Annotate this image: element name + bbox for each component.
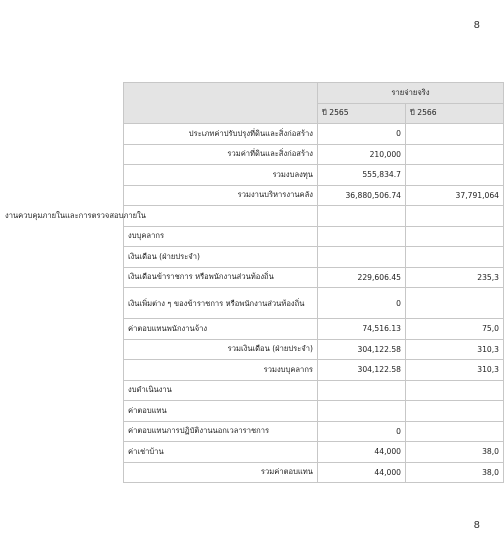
value-2565: 304,122.58 [318, 339, 406, 360]
value-2566 [406, 288, 504, 319]
value-2565: 44,000 [318, 462, 406, 483]
value-2566 [406, 206, 504, 227]
row-label: รวมงานบริหารงานคลัง [124, 185, 318, 206]
value-2565 [318, 226, 406, 247]
value-2566: 38,0 [406, 442, 504, 463]
table-row [124, 442, 504, 463]
value-2565: 0 [318, 288, 406, 319]
row-label: รวมงบบุคลากร [124, 360, 318, 381]
value-2565: 555,834.7 [318, 165, 406, 186]
table-row [124, 247, 504, 268]
row-label: ค่าตอบแทนการปฏิบัติงานนอกเวลาราชการ [124, 421, 318, 442]
budget-table [5, 82, 504, 483]
value-2566 [406, 247, 504, 268]
row-label: งบดำเนินงาน [124, 380, 318, 401]
value-2566 [406, 421, 504, 442]
value-2565: 304,122.58 [318, 360, 406, 381]
table-row [124, 124, 504, 145]
value-2566: 38,0 [406, 462, 504, 483]
row-label: รวมค่าที่ดินและสิ่งก่อสร้าง [124, 144, 318, 165]
row-label: ประเภทค่าปรับปรุงที่ดินและสิ่งก่อสร้าง [124, 124, 318, 145]
value-2565 [318, 247, 406, 268]
table-row [124, 267, 504, 288]
table-row [124, 401, 504, 422]
row-label: ค่าตอบแทนพนักงานจ้าง [124, 319, 318, 340]
value-2565: 229,606.45 [318, 267, 406, 288]
value-2566 [406, 165, 504, 186]
value-2565: 74,516.13 [318, 319, 406, 340]
table-row [124, 206, 504, 227]
row-label: รวมงบลงทุน [124, 165, 318, 186]
header-year-2565: ปี 2565 [318, 103, 406, 124]
value-2566: 310,3 [406, 360, 504, 381]
row-label: ค่าเช่าบ้าน [124, 442, 318, 463]
value-2566 [406, 144, 504, 165]
row-label: เงินเดือนข้าราชการ หรือพนักงานส่วนท้องถิ่น [124, 267, 318, 288]
value-2566 [406, 380, 504, 401]
header-year-2566: ปี 2566 [406, 103, 504, 124]
table-row [124, 380, 504, 401]
table-row [124, 360, 504, 381]
row-label [5, 206, 318, 227]
row-label: ค่าตอบแทน [124, 401, 318, 422]
value-2566 [406, 401, 504, 422]
section-heading-text: งานควบคุมภายในและการตรวจสอบภายใน [5, 210, 146, 220]
value-2565: 0 [318, 124, 406, 145]
page-number-top: 8 [473, 20, 480, 31]
value-2566 [406, 226, 504, 247]
value-2566 [406, 124, 504, 145]
page-number-bottom: 8 [473, 520, 480, 531]
row-label: เงินเพิ่มต่าง ๆ ของข้าราชการ หรือพนักงานส่วนท้องถิ่น [124, 288, 318, 319]
table-row [124, 339, 504, 360]
value-2565: 36,880,506.74 [318, 185, 406, 206]
table-row [124, 144, 504, 165]
table-row [124, 226, 504, 247]
value-2566: 75,0 [406, 319, 504, 340]
value-2565: 0 [318, 421, 406, 442]
value-2565 [318, 206, 406, 227]
table-row [124, 319, 504, 340]
value-2566: 37,791,064 [406, 185, 504, 206]
table-row [124, 288, 504, 319]
row-label: รวมค่าตอบแทน [124, 462, 318, 483]
value-2566: 235,3 [406, 267, 504, 288]
value-2565 [318, 380, 406, 401]
table-row [124, 421, 504, 442]
row-label: งบบุคลากร [124, 226, 318, 247]
value-2565: 44,000 [318, 442, 406, 463]
header-actual-expense: รายจ่ายจริง [318, 83, 504, 104]
value-2565: 210,000 [318, 144, 406, 165]
table-row [124, 165, 504, 186]
table-row [124, 185, 504, 206]
row-label: รวมเงินเดือน (ฝ่ายประจำ) [124, 339, 318, 360]
value-2565 [318, 401, 406, 422]
header-blank-cell [124, 83, 318, 124]
value-2566: 310,3 [406, 339, 504, 360]
table-row [124, 462, 504, 483]
row-label: เงินเดือน (ฝ่ายประจำ) [124, 247, 318, 268]
